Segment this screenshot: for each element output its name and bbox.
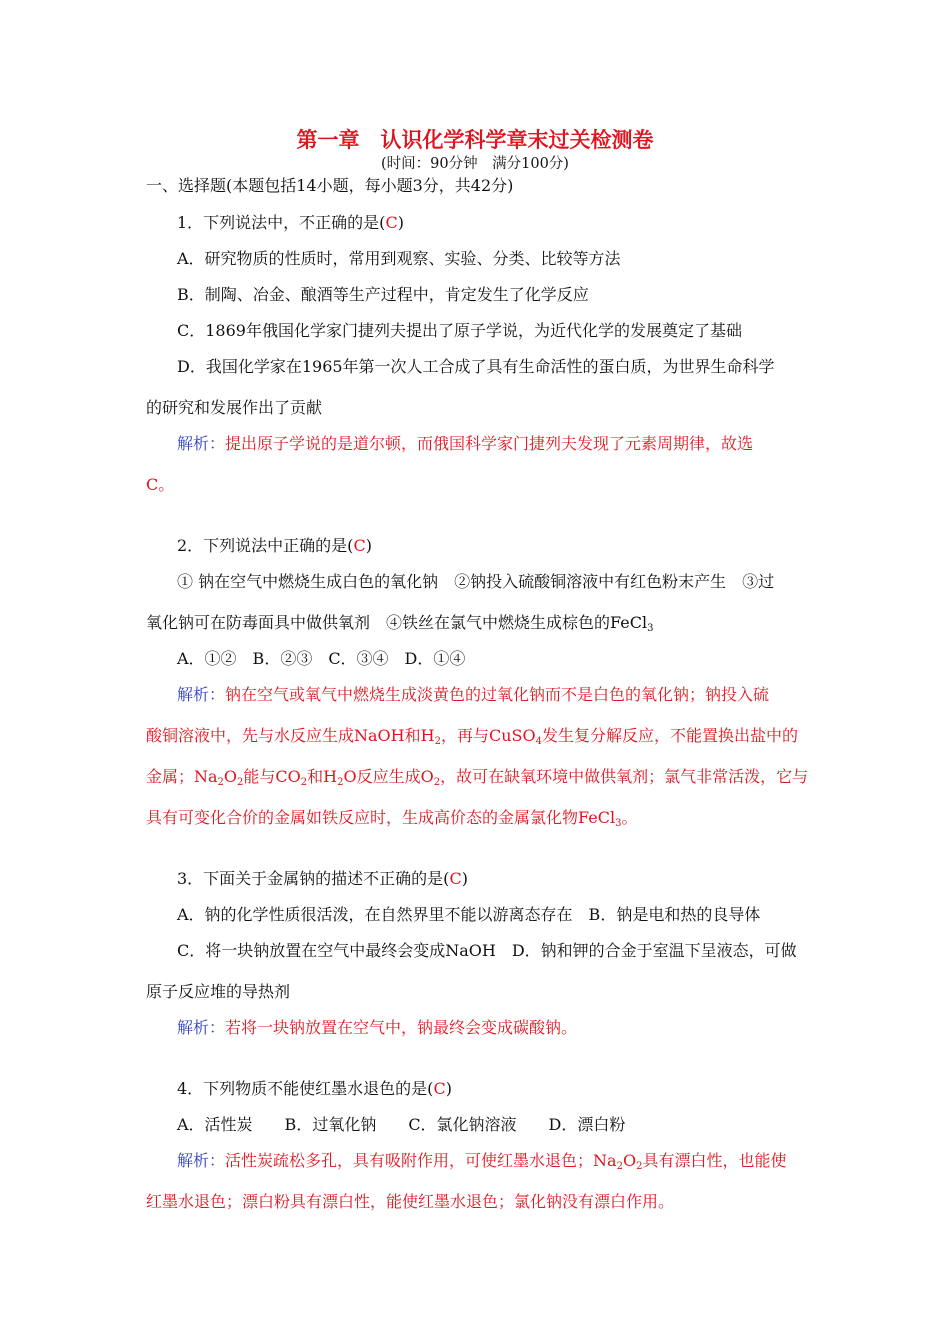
q4-stem [177, 1079, 452, 1099]
q2-statement-line1: ① 钠在空气中燃烧生成白色的氧化钠 ②钠投入硫酸铜溶液中有红色粉末产生 ③过 [177, 572, 775, 591]
q3-options-cd-line2: 原子反应堆的导热剂 [146, 982, 291, 1001]
q4-close: ) [445, 1079, 452, 1098]
page-subtitle: (时间：90分钟 满分100分) [381, 156, 569, 172]
q1-analysis-text1: 提出原子学说的是道尔顿，而俄国科学家门捷列夫发现了元素周期律，故选 [225, 434, 754, 453]
q2-a2-part1: 酸铜溶液中，先与水反应生成NaOH和H [146, 726, 435, 745]
q2-a3-part5: O反应生成O [343, 767, 434, 786]
section-heading: 一、选择题(本题包括14小题，每小题3分，共42分) [146, 176, 514, 195]
q1-option-c: C．1869年俄国化学家门捷列夫提出了原子学说，为近代化学的发展奠定了基础 [177, 321, 742, 340]
q4-options: A．活性炭 B．过氧化钠 C．氯化钠溶液 D．漂白粉 [177, 1115, 626, 1134]
q2-a3-sub5: 2 [433, 777, 441, 788]
q2-a3-sub3: 2 [300, 777, 308, 788]
q3-stem-text: 3．下面关于金属钠的描述不正确的是( [177, 869, 450, 888]
q2-close: ) [365, 536, 372, 555]
q4-analysis-line2: 红墨水退色；漂白粉具有漂白性，能使红墨水退色；氯化钠没有漂白作用。 [146, 1192, 675, 1211]
q2-a3-sub2: 2 [237, 777, 244, 788]
q4-analysis-label: 解析： [177, 1151, 226, 1170]
q4-a1-sub1: 2 [616, 1161, 623, 1172]
q2-a3-sub4: 2 [337, 777, 344, 788]
page-title: 第一章 认识化学科学章末过关检测卷 [296, 128, 654, 152]
q2-analysis-line3 [146, 767, 808, 787]
q3-analysis-text1: 若将一块钠放置在空气中，钠最终会变成碳酸钠。 [225, 1018, 578, 1037]
q2-a4-part1: 具有可变化合价的金属如铁反应时，生成高价态的金属氯化物FeCl [146, 808, 616, 827]
q1-option-a: A．研究物质的性质时，常用到观察、实验、分类、比较等方法 [177, 249, 621, 268]
q1-option-d-line1: D．我国化学家在1965年第一次人工合成了具有生命活性的蛋白质，为世界生命科学 [177, 357, 775, 376]
q2-stem-text: 2．下列说法中正确的是( [177, 536, 354, 555]
q1-analysis-line2: C。 [146, 475, 175, 494]
q1-option-d-line2: 的研究和发展作出了贡献 [146, 398, 323, 417]
q2-a2-sub1: 2 [434, 736, 441, 747]
q2-a4-part2: 。 [621, 808, 638, 827]
q1-option-b: B．制陶、冶金、酿酒等生产过程中，肯定发生了化学反应 [177, 285, 589, 304]
q3-close: ) [461, 869, 468, 888]
q2-a2-sub2: 4 [535, 736, 542, 747]
q3-options-ab: A．钠的化学性质很活泼，在自然界里不能以游离态存在 B．钠是电和热的良导体 [177, 905, 761, 924]
q1-stem [177, 213, 404, 233]
q4-answer: C [433, 1079, 446, 1098]
q2-analysis-label: 解析： [177, 685, 226, 704]
q2-analysis-line2 [146, 726, 798, 746]
q2-a3-part4: 和H [307, 767, 338, 786]
q2-stem [177, 536, 372, 556]
q2-options: A．①② B．②③ C．③④ D．①④ [177, 649, 466, 668]
q2-a2-part3: 发生复分解反应，不能置换出盐中的 [541, 726, 798, 745]
q2-a3-part2: O [223, 767, 238, 786]
q2-statement-sub: 3 [647, 623, 654, 634]
q2-analysis-line4 [146, 808, 637, 828]
q1-analysis-label: 解析： [177, 434, 226, 453]
q2-a2-part2: ，再与CuSO [440, 726, 536, 745]
q3-analysis-line1 [177, 1018, 577, 1038]
q2-answer: C [353, 536, 366, 555]
q3-answer: C [449, 869, 462, 888]
q2-analysis-line1 [177, 685, 769, 705]
q4-stem-text: 4．下列物质不能使红墨水退色的是( [177, 1079, 434, 1098]
q2-statement-line2 [146, 613, 653, 633]
q4-a1-part3: 具有漂白性，也能使 [642, 1151, 787, 1170]
q4-a1-sub2: 2 [636, 1161, 643, 1172]
q2-a3-part3: 能与CO [243, 767, 301, 786]
q2-a3-part1: 金属；Na [146, 767, 218, 786]
q2-statement-text: 氧化钠可在防毒面具中做供氧剂 ④铁丝在氯气中燃烧生成棕色的FeCl [146, 613, 648, 632]
q3-options-cd-line1: C．将一块钠放置在空气中最终会变成NaOH D．钠和钾的合金于室温下呈液态，可做 [177, 941, 797, 960]
q3-stem [177, 869, 468, 889]
q1-stem-text: 1．下列说法中，不正确的是( [177, 213, 386, 232]
q3-analysis-label: 解析： [177, 1018, 226, 1037]
q2-a4-sub: 3 [615, 818, 622, 829]
q4-a1-part2: O [622, 1151, 637, 1170]
q1-analysis-line1 [177, 434, 753, 454]
q4-a1-part1: 活性炭疏松多孔，具有吸附作用，可使红墨水退色；Na [225, 1151, 617, 1170]
q1-answer: C [385, 213, 398, 232]
q4-analysis-line1 [177, 1151, 786, 1171]
q1-close: ) [397, 213, 404, 232]
q2-analysis-text1: 钠在空气或氧气中燃烧生成淡黄色的过氧化钠而不是白色的氧化钠；钠投入硫 [225, 685, 770, 704]
q2-a3-part6: ，故可在缺氧环境中做供氧剂；氯气非常活泼，它与 [440, 767, 809, 786]
q2-a3-sub1: 2 [217, 777, 224, 788]
